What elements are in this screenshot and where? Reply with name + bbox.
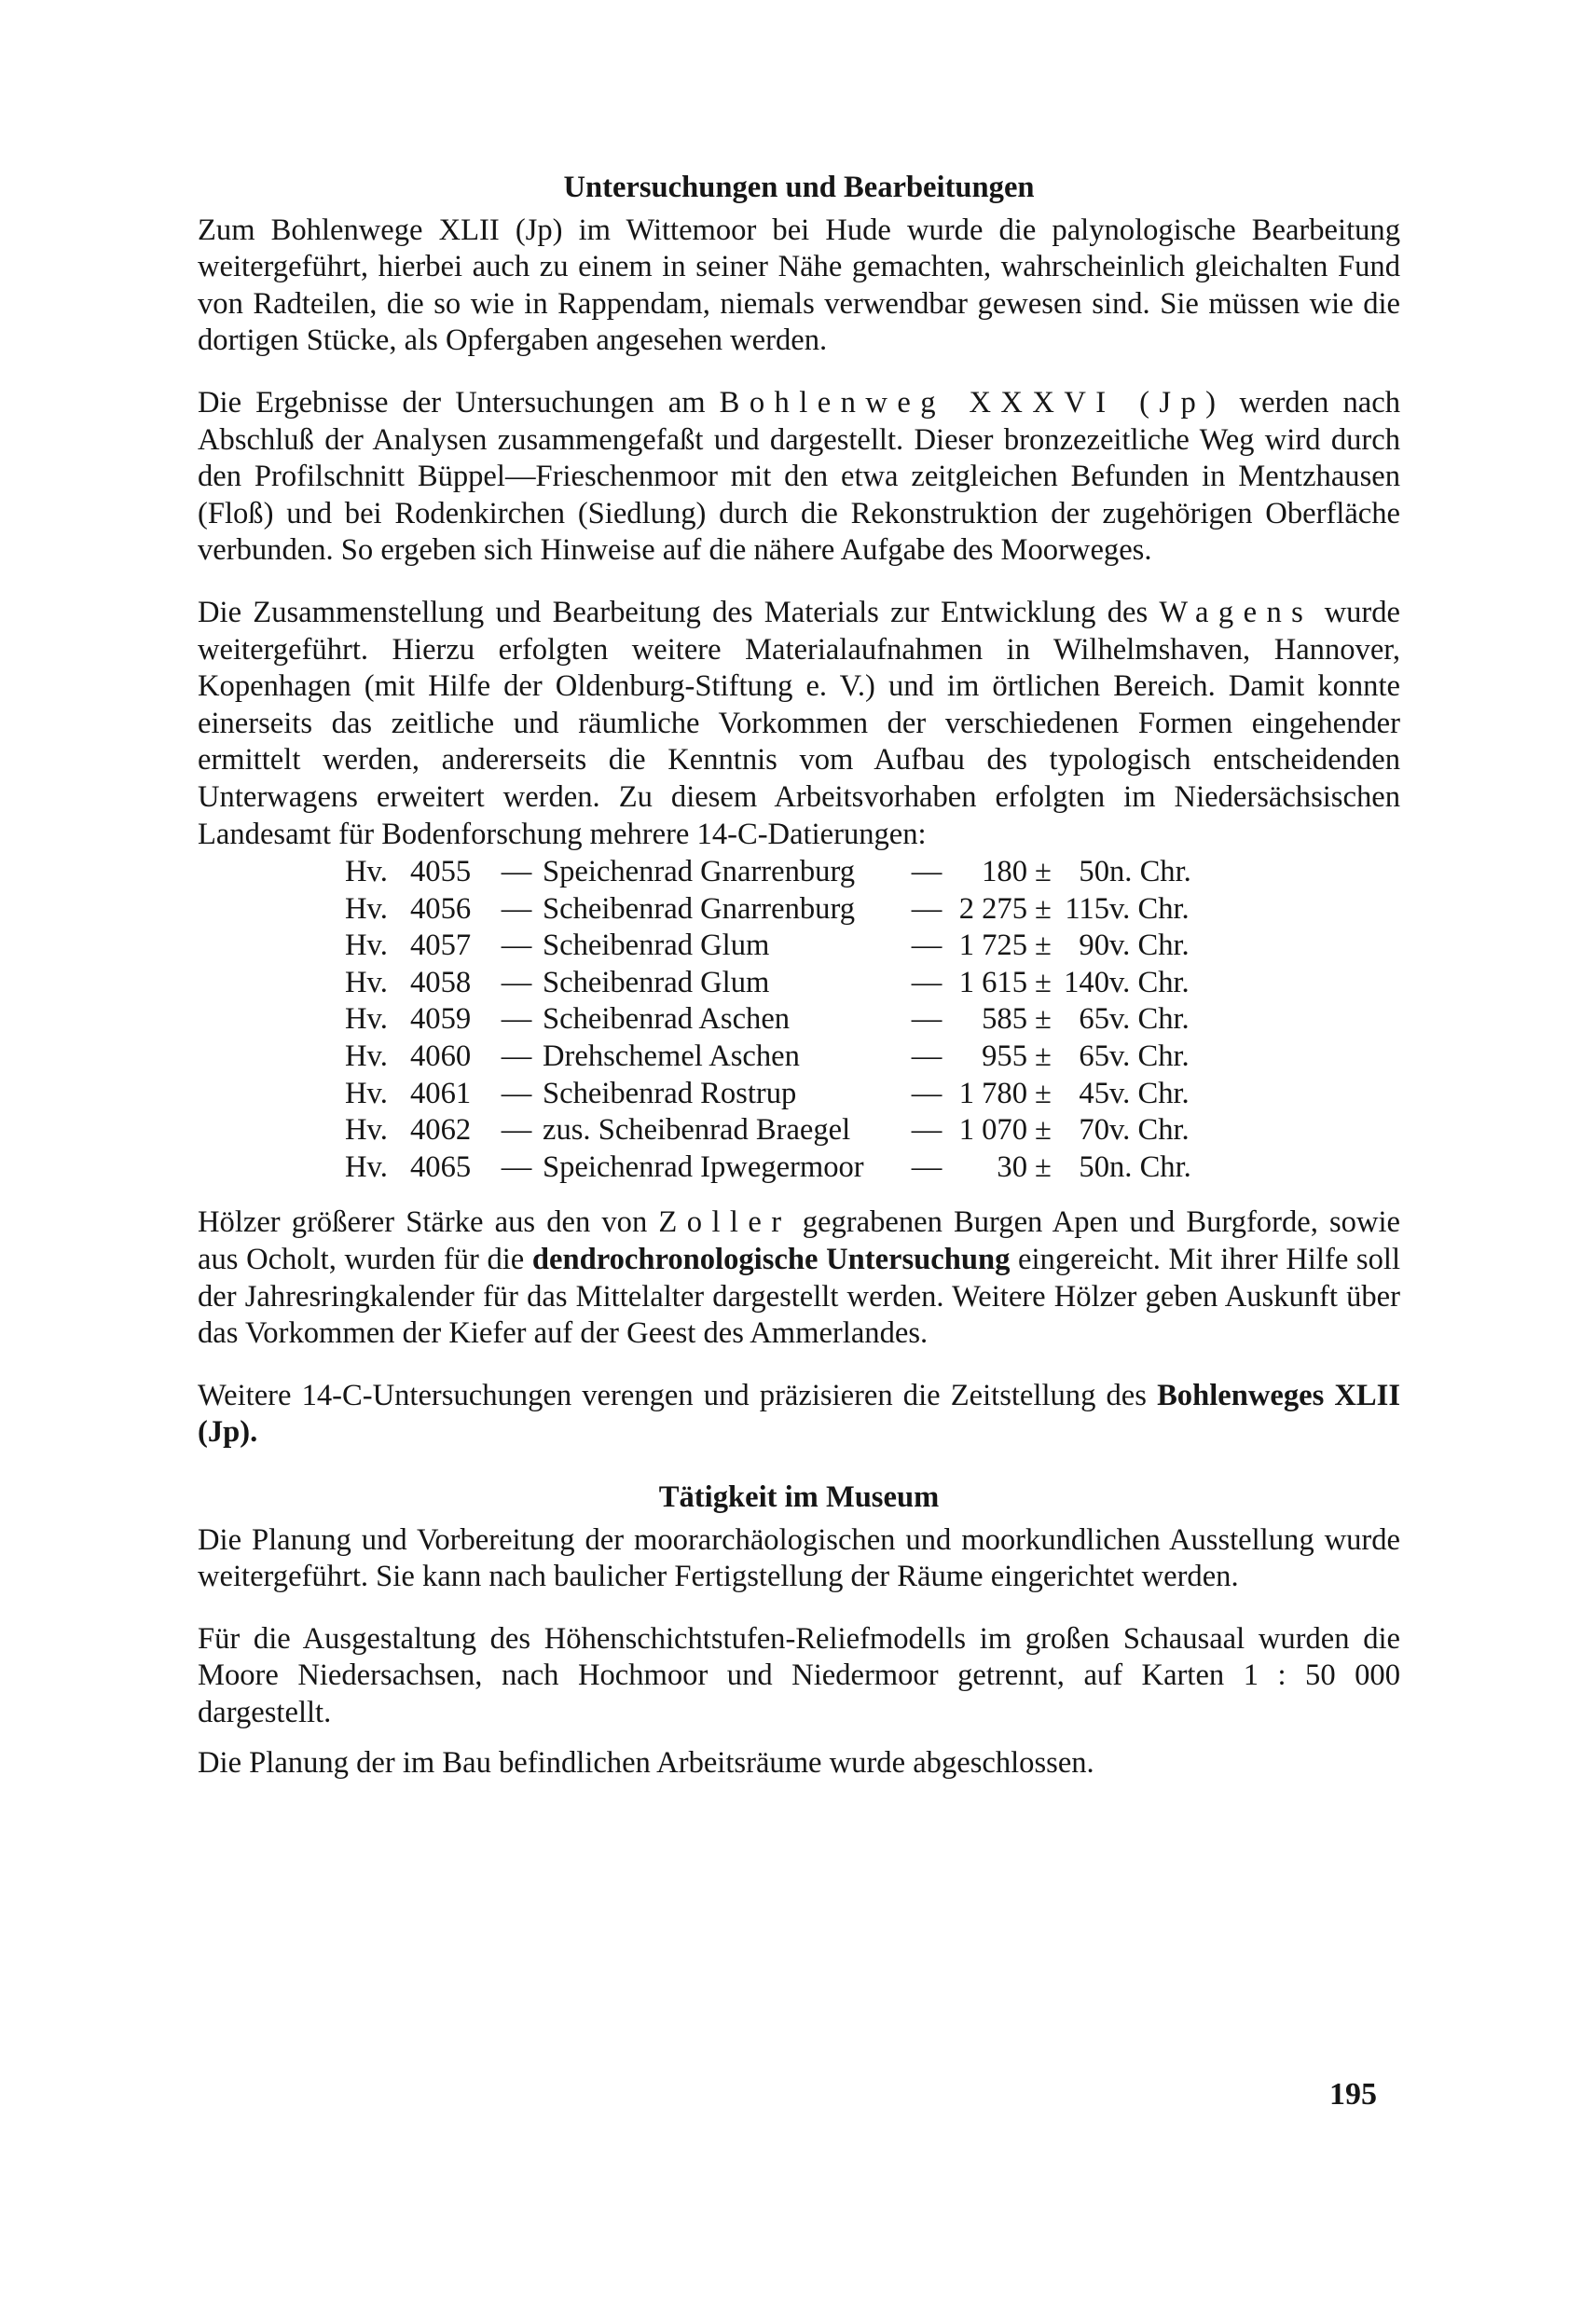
- text-fragment: Hölzer größerer Stärke aus den von: [198, 1205, 659, 1240]
- paragraph-bohlenweg-xxxvi: [198, 385, 1400, 570]
- dating-dash2-cell: —: [911, 1113, 942, 1148]
- section-heading-investigations: Untersuchungen und Bearbeitungen: [563, 171, 1035, 204]
- text-fragment: werden nach Abschluß der Analysen zusammengefaßt und dargestellt. Dieser bronzezeitliche Weg wird durch den Profilschnitt Büppel—Frieschenmoor mit den etwa zeitgleichen Befunden in Mentzhausen (Floß) und bei Rodenkirchen (Siedlung) durch die Rekonstruktion der zugehörigen Oberfläche verbunden. So ergeben sich Hinweise auf die nähere Aufgabe des Moorweges.: [198, 385, 1400, 568]
- dating-pm-cell: ±: [1035, 965, 1052, 999]
- dating-dash2-cell: —: [911, 1002, 942, 1037]
- dating-lab-cell: Hv.: [345, 1002, 388, 1037]
- paragraph-relief-model: Für die Ausgestaltung des Höhenschichtstufen-Reliefmodells im großen Schausaal wurden die Moore Niedersachsen, nach Hochmoor und Niedermoor getrennt, auf Karten 1 : 50 000 dargestellt.: [198, 1621, 1400, 1729]
- dating-name-cell: Speichenrad Ipwegermoor: [543, 1149, 864, 1184]
- dating-pm-cell: ±: [1035, 1113, 1052, 1148]
- dating-pm-cell: ±: [1035, 929, 1052, 963]
- dating-num-cell: 4059: [410, 1002, 472, 1037]
- text-fragment: Weitere 14-C-Untersuchungen verengen und präzisieren die Zeitstellung des: [198, 1378, 1158, 1412]
- dating-err-cell: 45: [1079, 1076, 1109, 1110]
- dating-num-cell: 4057: [410, 929, 472, 963]
- text-fragment: eingereicht. Mit ihrer Hilfe soll der Jahresringkalender für das Mittelalter dargestellt werden. Weitere Hölzer geben Auskunft über das Vorkommen der Kiefer auf der Geest des Ammerlandes.: [198, 1243, 1400, 1351]
- dating-dash-cell: —: [501, 965, 532, 999]
- dating-value-cell: 955: [982, 1039, 1027, 1074]
- text-fragment: wurde weitergeführt. Hierzu erfolgten weitere Materialaufnahmen in Wilhelmshaven, Hannover, Kopenhagen (mit Hilfe der Oldenburg-Stiftung e. V.) und im örtlichen Bereich. Damit konnte einerseits das zeitliche und räumliche Vorkommen der verschiedenen Formen eingehender ermittelt werden, andererseits die Kenntnis vom Aufbau des typologisch entscheidenden Unterwagens erweitert werden. Zu diesem Arbeitsvorhaben erfolgten im Niedersächsischen Landesamt für Bodenforschung mehrere 14-C-Datierungen:: [198, 595, 1400, 851]
- text-fragment: Die Ergebnisse der Untersuchungen am: [198, 385, 720, 420]
- dating-err-cell: 50: [1079, 1149, 1109, 1184]
- section-heading-museum: Tätigkeit im Museum: [658, 1480, 940, 1514]
- dating-dash2-cell: —: [911, 855, 942, 889]
- dating-name-cell: Speichenrad Gnarrenburg: [543, 855, 856, 889]
- dating-err-cell: 70: [1079, 1113, 1109, 1148]
- dating-dash-cell: —: [501, 1113, 532, 1148]
- paragraph-wagen: [198, 595, 1400, 853]
- dating-dash2-cell: —: [911, 1039, 942, 1074]
- dating-value-cell: 30: [997, 1149, 1027, 1184]
- table-row: [345, 928, 1212, 965]
- dating-value-cell: 1 725: [958, 929, 1027, 963]
- dating-dash-cell: —: [501, 1039, 532, 1074]
- dating-num-cell: 4060: [410, 1039, 472, 1074]
- text-fragment: gegrabenen Burgen Apen und Burgforde, sowie aus Ocholt, wurden für die: [198, 1205, 1400, 1277]
- dating-name-cell: Drehschemel Aschen: [543, 1039, 800, 1074]
- dating-pm-cell: ±: [1035, 891, 1052, 926]
- dating-pm-cell: ±: [1035, 1076, 1052, 1110]
- dating-lab-cell: Hv.: [345, 965, 388, 999]
- page-number: 195: [1329, 2077, 1377, 2112]
- dating-lab-cell: Hv.: [345, 855, 388, 889]
- dating-dash-cell: —: [501, 1076, 532, 1110]
- dating-num-cell: 4056: [410, 891, 472, 926]
- dating-value-cell: 180: [982, 855, 1027, 889]
- dating-value-cell: 585: [982, 1002, 1027, 1037]
- dating-dash-cell: —: [501, 1149, 532, 1184]
- paragraph-further-c14: [198, 1378, 1400, 1452]
- dating-pm-cell: ±: [1035, 1039, 1052, 1074]
- dating-err-cell: 90: [1079, 929, 1109, 963]
- dating-pm-cell: ±: [1035, 1149, 1052, 1184]
- dating-value-cell: 1 615: [958, 965, 1027, 999]
- dating-name-cell: zus. Scheibenrad Braegel: [543, 1113, 851, 1148]
- dating-dash-cell: —: [501, 855, 532, 889]
- dating-pm-cell: ±: [1035, 855, 1052, 889]
- text-fragment: Die Zusammenstellung und Bearbeitung des Materials zur Entwicklung des: [198, 595, 1160, 629]
- page-body: [198, 170, 1400, 1807]
- dating-dash2-cell: —: [911, 929, 942, 963]
- dating-num-cell: 4058: [410, 965, 472, 999]
- dating-num-cell: 4062: [410, 1113, 472, 1148]
- dating-era-cell: v. Chr.: [1109, 1076, 1190, 1110]
- dating-lab-cell: Hv.: [345, 1039, 388, 1074]
- bold-term: Bohlenweges XLII (Jp).: [198, 1378, 1401, 1450]
- dating-lab-cell: Hv.: [345, 929, 388, 963]
- paragraph-workrooms: Die Planung der im Bau befindlichen Arbeitsräume wurde abgeschlossen.: [198, 1745, 1094, 1780]
- spaced-term: Zoller: [658, 1205, 791, 1240]
- dating-dash2-cell: —: [911, 1149, 942, 1184]
- dating-era-cell: v. Chr.: [1109, 965, 1190, 999]
- dating-value-cell: 1 070: [958, 1113, 1027, 1148]
- dating-dash2-cell: —: [911, 965, 942, 999]
- dating-err-cell: 65: [1079, 1039, 1109, 1074]
- dating-era-cell: v. Chr.: [1109, 1002, 1190, 1037]
- dating-err-cell: 65: [1079, 1002, 1109, 1037]
- dating-num-cell: 4061: [410, 1076, 472, 1110]
- dating-lab-cell: Hv.: [345, 891, 388, 926]
- dating-era-cell: v. Chr.: [1109, 891, 1190, 926]
- paragraph-exhibition: Die Planung und Vorbereitung der moorarchäologischen und moorkundlichen Ausstellung wurde weitergeführt. Sie kann nach baulicher Fertigstellung der Räume eingerichtet werden.: [198, 1522, 1400, 1594]
- dating-name-cell: Scheibenrad Glum: [543, 929, 770, 963]
- dating-dash2-cell: —: [911, 1076, 942, 1110]
- dating-num-cell: 4055: [410, 855, 472, 889]
- dating-era-cell: v. Chr.: [1109, 1039, 1190, 1074]
- dating-err-cell: 140: [1064, 965, 1109, 999]
- paragraph-bohlenweg-xlii: Zum Bohlenwege XLII (Jp) im Wittemoor bei Hude wurde die palynologische Bearbeitung weitergeführt, hierbei auch zu einem in seiner Nähe gemachten, wahrscheinlich gleichalten Fund von Radteilen, die so wie in Rappendam, niemals verwendbar gewesen sind. Sie müssen wie die dortigen Stücke, als Opfergaben angesehen werden.: [198, 213, 1400, 358]
- dating-era-cell: n. Chr.: [1109, 1149, 1191, 1184]
- spaced-term: Bohlenweg XXXVI (Jp): [719, 385, 1226, 420]
- table-row: [345, 965, 1212, 1002]
- dating-name-cell: Scheibenrad Rostrup: [543, 1076, 797, 1110]
- dating-era-cell: v. Chr.: [1109, 929, 1190, 963]
- dating-dash-cell: —: [501, 1002, 532, 1037]
- table-row: [345, 1076, 1212, 1113]
- table-row: [345, 891, 1212, 929]
- dating-era-cell: v. Chr.: [1109, 1113, 1190, 1148]
- dating-name-cell: Scheibenrad Glum: [543, 965, 770, 999]
- paragraph-dendrochronology: [198, 1204, 1400, 1352]
- dating-name-cell: Scheibenrad Gnarrenburg: [543, 891, 856, 926]
- table-row: [345, 1039, 1212, 1076]
- dating-value-cell: 1 780: [958, 1076, 1027, 1110]
- spaced-term: Wagens: [1159, 595, 1314, 629]
- c14-datings-rows: [345, 854, 1212, 1186]
- dating-era-cell: n. Chr.: [1109, 855, 1191, 889]
- dating-lab-cell: Hv.: [345, 1113, 388, 1148]
- table-row: [345, 1001, 1212, 1039]
- dating-dash2-cell: —: [911, 891, 942, 926]
- dating-lab-cell: Hv.: [345, 1076, 388, 1110]
- dating-name-cell: Scheibenrad Aschen: [543, 1002, 791, 1037]
- table-row: [345, 1149, 1212, 1187]
- table-row: [345, 854, 1212, 891]
- dating-err-cell: 115: [1065, 891, 1109, 926]
- dating-err-cell: 50: [1079, 855, 1109, 889]
- dating-pm-cell: ±: [1035, 1002, 1052, 1037]
- c14-datings-table: [345, 854, 1212, 1186]
- dating-dash-cell: —: [501, 891, 532, 926]
- dating-num-cell: 4065: [410, 1149, 472, 1184]
- dating-value-cell: 2 275: [958, 891, 1027, 926]
- dating-lab-cell: Hv.: [345, 1149, 388, 1184]
- bold-term: dendrochronologische Untersuchung: [531, 1243, 1011, 1277]
- dating-dash-cell: —: [501, 929, 532, 963]
- table-row: [345, 1112, 1212, 1149]
